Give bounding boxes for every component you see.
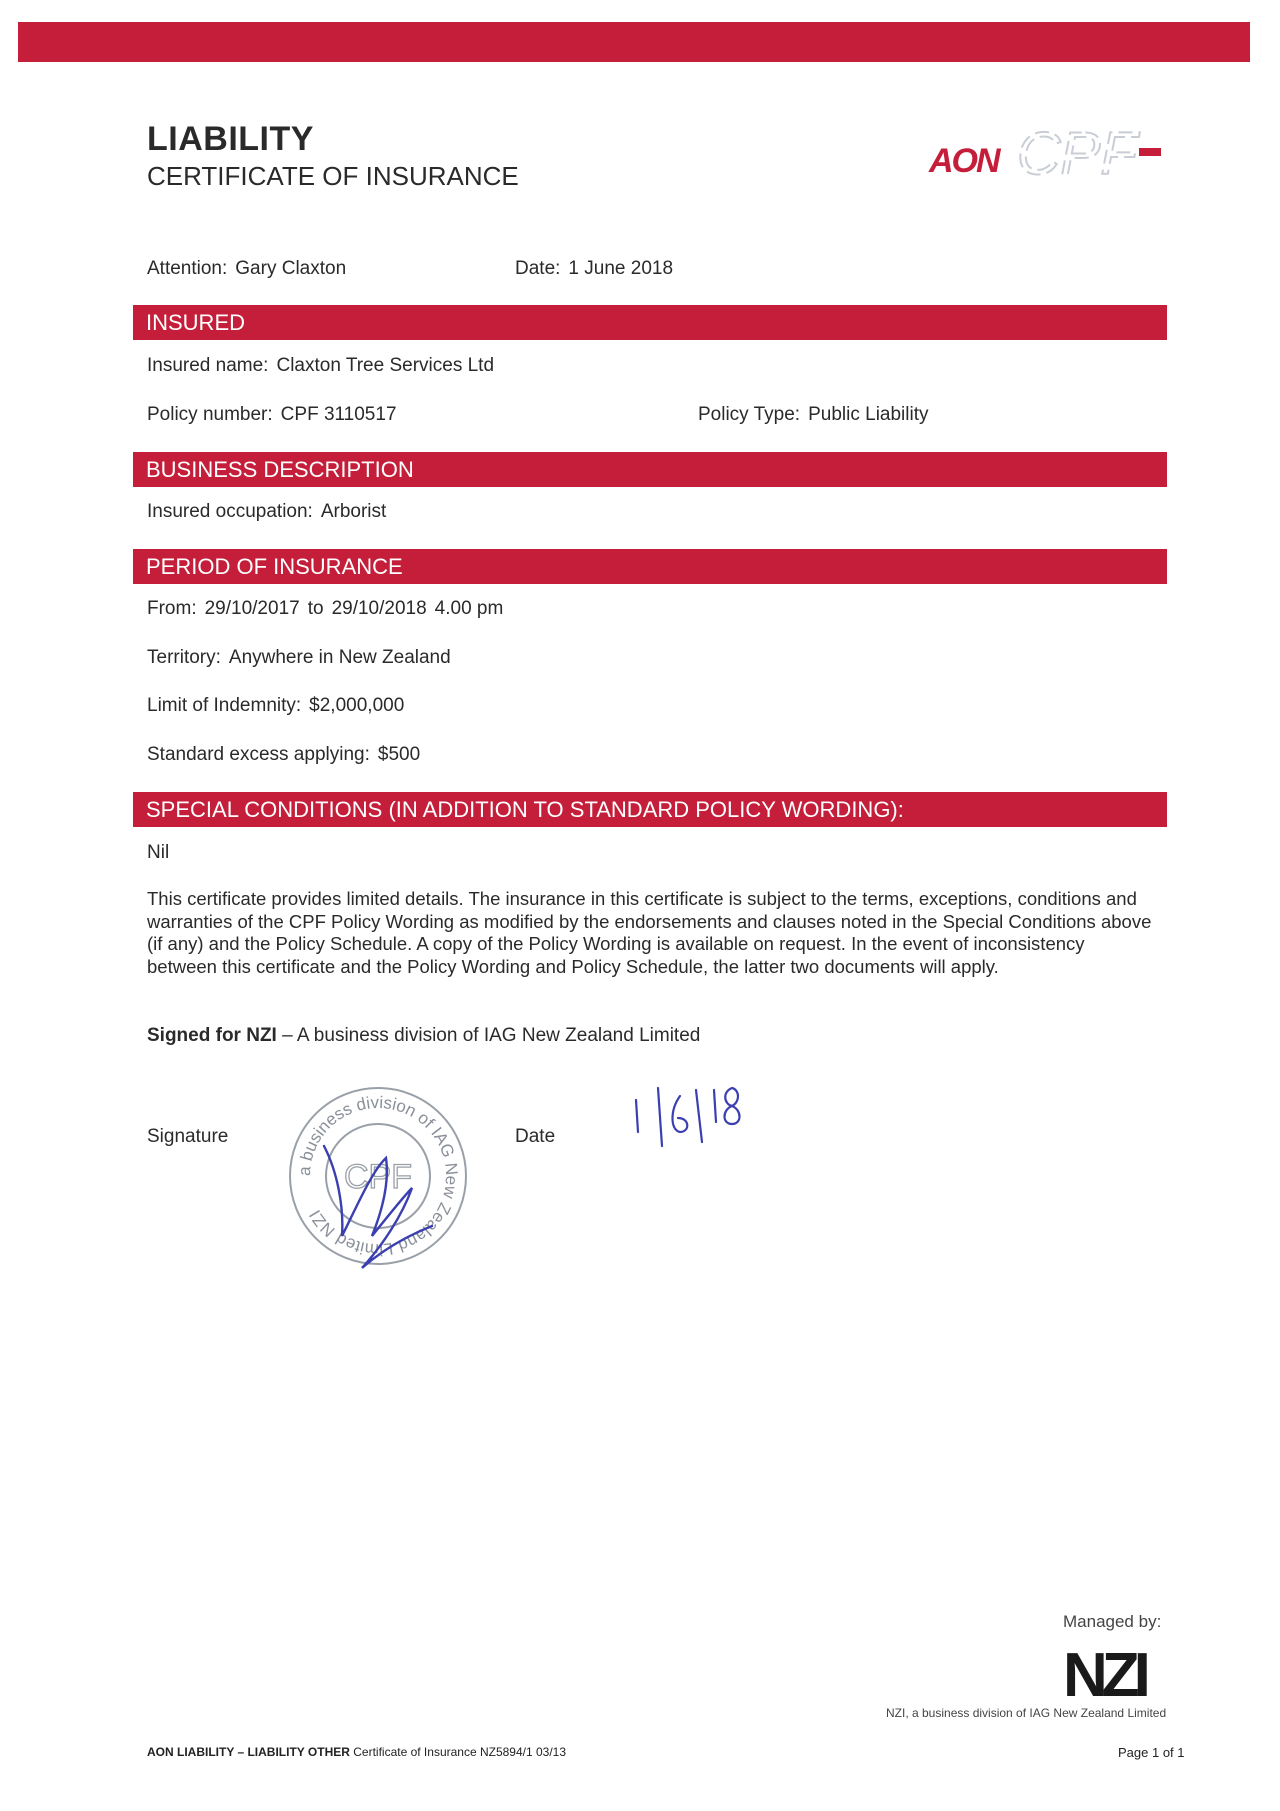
footer-form-rest: Certificate of Insurance NZ5894/1 03/13 — [349, 1745, 567, 1759]
time-value: 4.00 pm — [434, 598, 504, 619]
page-number: Page 1 of 1 — [1118, 1745, 1185, 1760]
seal-center-text: CPF — [344, 1158, 412, 1196]
excess-value: $500 — [377, 744, 421, 765]
special-conditions-header: SPECIAL CONDITIONS (IN ADDITION TO STANDARD POLICY WORDING): — [133, 792, 1167, 827]
occupation-label: Insured occupation: — [147, 501, 313, 522]
attention-value: Gary Claxton — [235, 258, 347, 279]
territory-field — [147, 647, 451, 669]
occupation-field — [147, 501, 386, 523]
occupation-value: Arborist — [320, 501, 387, 522]
signed-for-bold: Signed for NZI — [147, 1025, 277, 1046]
footer-form-bold: AON LIABILITY – LIABILITY OTHER — [147, 1745, 350, 1759]
policy-number-label: Policy number: — [147, 404, 273, 425]
top-banner — [18, 22, 1250, 62]
to-label: to — [307, 598, 324, 619]
policy-number-value: CPF 3110517 — [280, 404, 397, 425]
signature-label: Signature — [147, 1126, 229, 1147]
aon-logo-text: AON — [929, 142, 999, 180]
policy-type-label: Policy Type: — [698, 404, 801, 425]
document-subtitle: CERTIFICATE OF INSURANCE — [147, 161, 519, 191]
nzi-caption: NZI, a business division of IAG New Zealand Limited — [886, 1706, 1167, 1720]
territory-label: Territory: — [147, 647, 221, 668]
policy-number-field — [147, 404, 397, 426]
nzi-logo — [1063, 1640, 1173, 1700]
business-description-header: BUSINESS DESCRIPTION — [133, 452, 1167, 487]
seal-ring-text: a business division of IAG New Zealand Limited NZI — [294, 1092, 462, 1260]
date-label: Date: — [515, 258, 561, 279]
excess-label: Standard excess applying: — [147, 744, 370, 765]
date-field — [515, 258, 673, 280]
cpf-logo-text: CPF — [1017, 120, 1137, 187]
insured-name-value: Claxton Tree Services Ltd — [276, 355, 495, 376]
policy-type-field — [698, 404, 929, 426]
logo-red-dash — [1139, 148, 1161, 156]
managed-by-label: Managed by: — [1063, 1612, 1162, 1631]
insured-name-label: Insured name: — [147, 355, 269, 376]
aon-cpf-logo — [925, 110, 1170, 200]
insured-name-field — [147, 355, 494, 377]
disclaimer-paragraph: This certificate provides limited details. The insurance in this certificate is subject to the terms, exceptions, conditions and warranties of the CPF Policy Wording as modified by the endorsements and clauses noted in the Special Conditions above (if any) and the Policy Schedule. A copy of the Policy Wording is available on request. In the event of inconsistency between this certificate and the Policy Wording and Policy Schedule, the latter two documents will apply. — [147, 888, 1152, 977]
insured-header: INSURED — [133, 305, 1167, 340]
signed-for-line — [147, 1025, 700, 1047]
excess-field — [147, 744, 420, 766]
territory-value: Anywhere in New Zealand — [228, 647, 451, 668]
from-value: 29/10/2017 — [204, 598, 300, 619]
from-label: From: — [147, 598, 197, 619]
date-value: 1 June 2018 — [568, 258, 674, 279]
limit-label: Limit of Indemnity: — [147, 695, 302, 716]
handwritten-date — [628, 1082, 758, 1152]
to-value: 29/10/2018 — [331, 598, 427, 619]
nzi-logo-text: NZI — [1063, 1641, 1145, 1700]
period-of-insurance-header: PERIOD OF INSURANCE — [133, 549, 1167, 584]
signed-for-rest: – A business division of IAG New Zealand Limited — [276, 1025, 701, 1046]
attention-label: Attention: — [147, 258, 228, 279]
company-seal-stamp — [282, 1076, 474, 1276]
limit-value: $2,000,000 — [309, 695, 405, 716]
special-conditions-value: Nil — [147, 842, 170, 863]
policy-type-value: Public Liability — [808, 404, 929, 425]
footer-form-reference — [147, 1745, 566, 1759]
period-field — [147, 598, 503, 620]
limit-field — [147, 695, 404, 717]
attention-field — [147, 258, 346, 280]
document-title: LIABILITY — [147, 120, 314, 158]
signature-date-label: Date — [515, 1126, 556, 1147]
